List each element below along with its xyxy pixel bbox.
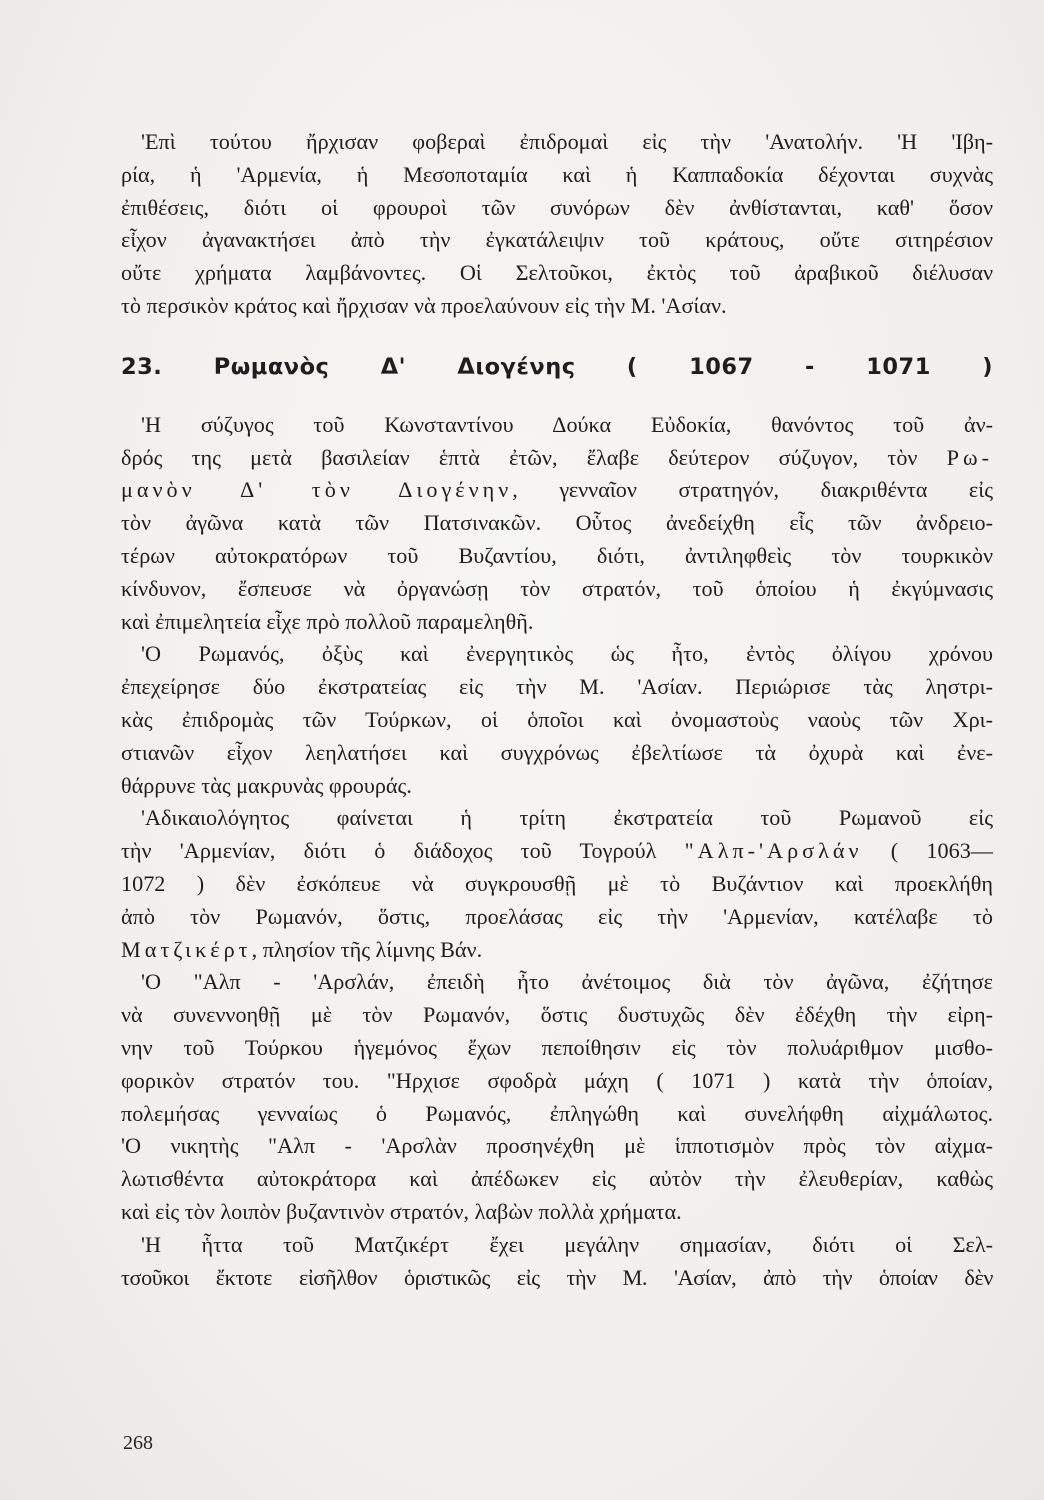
text-line: εἶχον ἀγανακτήσει ἀπὸ τὴν ἐγκατάλειψιν τοῦ κράτους, οὔτε σιτηρέσιον — [121, 227, 993, 253]
text-line — [121, 835, 993, 868]
text-line: 'Ο Ρωμανός, ὀξὺς καὶ ἐνεργητικὸς ὡς ἦτο, ἐντὸς ὀλίγου χρόνου — [141, 641, 993, 667]
text-line: καὶ ἐπιμελητεία εἶχε πρὸ πολλοῦ παραμεληθῆ. — [121, 608, 534, 634]
text-line: 'Επὶ τούτου ἤρχισαν φοβεραὶ ἐπιδρομαὶ εἰς τὴν 'Ανατολήν. 'Η 'Ιβη- — [141, 129, 993, 154]
text-span: δρός της μετὰ βασιλείαν ἑπτὰ ἐτῶν, ἔλαβε δεύτερον σύζυγον, τὸν — [121, 444, 947, 470]
text-line: κίνδυνον, ἔσπευσε νὰ ὀργανώσῃ τὸν στρατόν, τοῦ ὁποίου ἡ ἐκγύμνασις — [121, 575, 993, 601]
spaced-name-romanos-diogenes: μανὸν Δ' τὸν Διογένην — [121, 477, 513, 503]
paragraph-4 — [121, 802, 993, 966]
text-line — [121, 442, 993, 475]
text-line: 'Η σύζυγος τοῦ Κωνσταντίνου Δούκα Εὐδοκία, θανόντος τοῦ ἀν- — [141, 411, 993, 437]
text-span: τὴν 'Αρμενίαν, διότι ὁ διάδοχος τοῦ Τογρούλ — [121, 838, 685, 864]
text-span: , γενναῖον στρατηγόν, διακριθέντα εἰς — [512, 477, 993, 503]
paragraph-2 — [121, 409, 993, 639]
text-line — [121, 474, 993, 507]
text-line: κὰς ἐπιδρομὰς τῶν Τούρκων, οἱ ὁποῖοι καὶ ὀνομαστοὺς ναοὺς τῶν Χρι- — [121, 706, 993, 732]
section-heading: 23. Ρωμανὸς Δ' Διογένης ( 1067 - 1071 ) — [121, 353, 993, 380]
text-line: θάρρυνε τὰς μακρυνὰς φρουράς. — [121, 772, 412, 798]
text-line: ἐπεχείρησε δύο ἐκστρατείας εἰς τὴν Μ. 'Ασίαν. Περιώρισε τὰς ληστρι- — [121, 674, 993, 700]
text-line: στιανῶν εἶχον λεηλατήσει καὶ συγχρόνως ἐβελτίωσε τὰ ὀχυρὰ καὶ ἐνε- — [121, 739, 993, 765]
text-line: 'Η ἧττα τοῦ Ματζικέρτ ἔχει μεγάλην σημασίαν, διότι οἱ Σελ- — [141, 1231, 993, 1257]
text-line — [121, 934, 993, 967]
text-line: τσοῦκοι ἔκτοτε εἰσῆλθον ὁριστικῶς εἰς τὴν Μ. 'Ασίαν, ἀπὸ τὴν ὁποίαν δὲν — [121, 1264, 993, 1290]
text-line: οὔτε χρήματα λαμβάνοντες. Οἱ Σελτοῦκοι, ἐκτὸς τοῦ ἀραβικοῦ διέλυσαν — [121, 260, 993, 286]
text-line: ἐπιθέσεις, διότι οἱ φρουροὶ τῶν συνόρων δὲν ἀνθίστανται, καθ' ὅσον — [121, 194, 993, 220]
text-line: ἀπὸ τὸν Ρωμανόν, ὅστις, προελάσας εἰς τὴν 'Αρμενίαν, κατέλαβε τὸ — [121, 903, 993, 929]
page-number: 268 — [123, 1432, 153, 1454]
spaced-name-alp-arslan: "Αλπ-'Αρσλάν — [684, 838, 863, 864]
text-line: τὸν ἀγῶνα κατὰ τῶν Πατσινακῶν. Οὗτος ἀνεδείχθη εἷς τῶν ἀνδρειο- — [121, 510, 993, 536]
text-span: , πλησίον τῆς λίμνης Βάν. — [251, 936, 483, 962]
text-line: φορικὸν στρατόν του. "Ηρχισε σφοδρὰ μάχη ( 1071 ) κατὰ τὴν ὁποίαν, — [121, 1067, 993, 1093]
text-line: 'Αδικαιολόγητος φαίνεται ἡ τρίτη ἐκστρατεία τοῦ Ρωμανοῦ εἰς — [141, 805, 993, 831]
text-line: ρία, ἡ 'Αρμενία, ἡ Μεσοποταμία καὶ ἡ Καππαδοκία δέχονται συχνὰς — [121, 161, 993, 187]
spaced-name-mantzikert: Ματζικέρτ — [121, 936, 252, 962]
text-line: νην τοῦ Τούρκου ἡγεμόνος ἔχων πεποίθησιν εἰς τὸν πολυάριθμον μισθο- — [121, 1034, 993, 1060]
text-line: 'Ο "Αλπ - 'Αρσλάν, ἐπειδὴ ἦτο ἀνέτοιμος διὰ τὸν ἀγῶνα, ἐζήτησε — [141, 969, 993, 995]
spaced-name-romanos: Ρω- — [946, 444, 993, 470]
text-line: 'Ο νικητὴς "Αλπ - 'Αρσλὰν προσηνέχθη μὲ ἱπποτισμὸν πρὸς τὸν αἰχμα- — [121, 1133, 993, 1159]
text-line: πολεμήσας γενναίως ὁ Ρωμανός, ἐπληγώθη καὶ συνελήφθη αἰχμάλωτος. — [121, 1100, 993, 1126]
text-line: νὰ συνεννοηθῇ μὲ τὸν Ρωμανόν, ὅστις δυστυχῶς δὲν ἐδέχθη τὴν εἰρη- — [121, 1002, 993, 1028]
paragraph-6 — [121, 1229, 993, 1295]
text-line: λωτισθέντα αὐτοκράτορα καὶ ἀπέδωκεν εἰς αὐτὸν τὴν ἐλευθερίαν, καθὼς — [121, 1166, 993, 1192]
text-line: 1072 ) δὲν ἐσκόπευε νὰ συγκρουσθῇ μὲ τὸ Βυζάντιον καὶ προεκλήθη — [121, 870, 993, 896]
text-line: τὸ περσικὸν κράτος καὶ ἤρχισαν νὰ προελαύνουν εἰς τὴν Μ. 'Ασίαν. — [121, 292, 727, 318]
text-line: καὶ εἰς τὸν λοιπὸν βυζαντινὸν στρατόν, λαβὼν πολλὰ χρήματα. — [121, 1198, 682, 1224]
page-body-text — [121, 126, 993, 1294]
paragraph-1 — [121, 126, 993, 323]
text-line: τέρων αὐτοκρατόρων τοῦ Βυζαντίου, διότι, ἀντιληφθεὶς τὸν τουρκικὸν — [121, 542, 993, 568]
paragraph-3 — [121, 638, 993, 802]
text-span: ( 1063— — [862, 838, 993, 864]
paragraph-5 — [121, 966, 993, 1228]
